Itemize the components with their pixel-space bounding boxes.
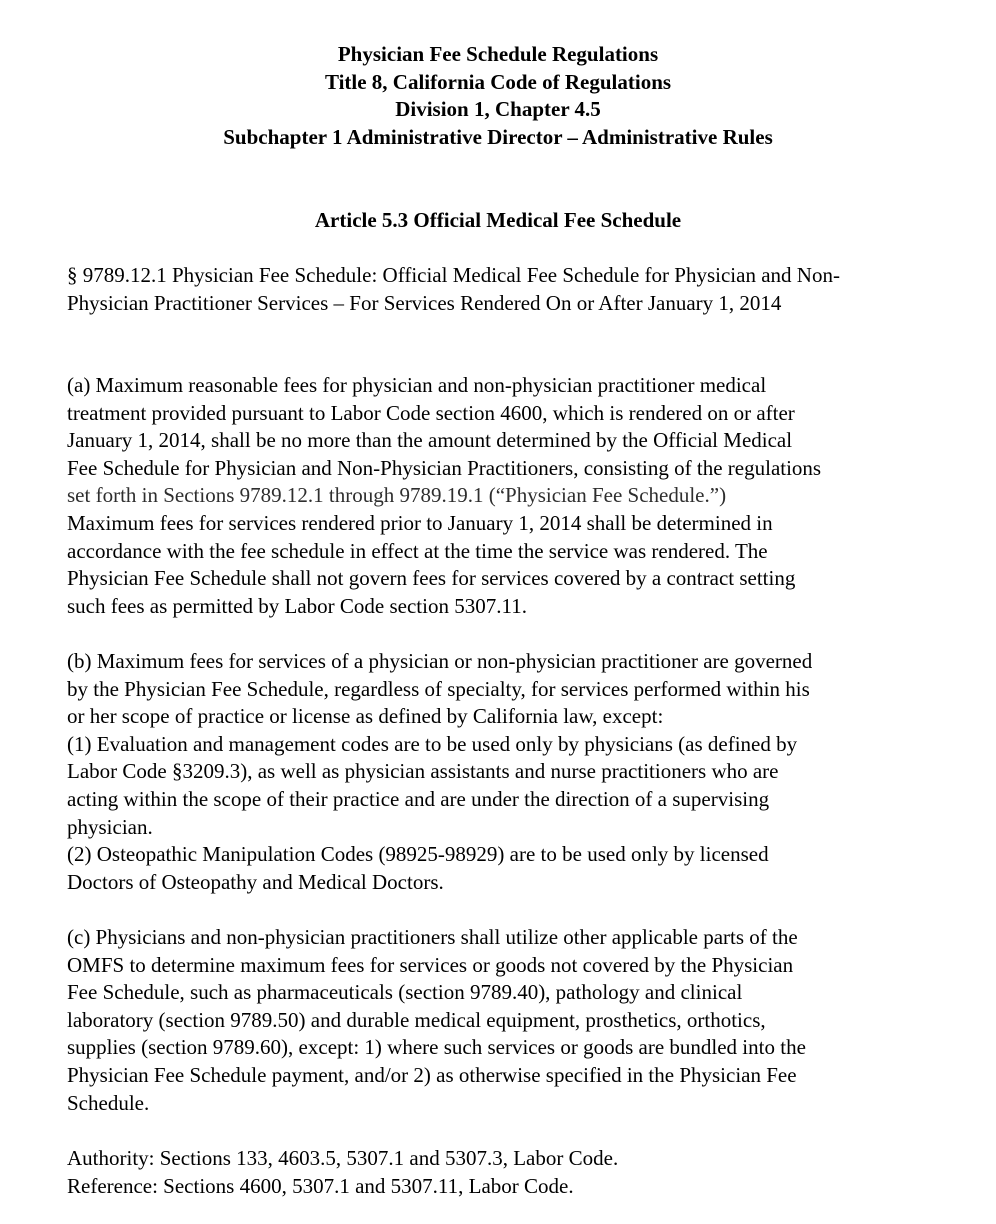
article-title: Article 5.3 Official Medical Fee Schedule bbox=[314, 208, 682, 232]
paragraph-b-line: Labor Code §3209.3), as well as physician assistants and nurse practitioners who are bbox=[67, 759, 779, 784]
paragraph-a-line: treatment provided pursuant to Labor Code section 4600, which is rendered on or after bbox=[67, 400, 795, 425]
header-title-8: Title 8, California Code of Regulations bbox=[324, 69, 672, 94]
reference-line: Reference: Sections 4600, 5307.1 and 5307.11, Labor Code. bbox=[67, 1173, 574, 1198]
paragraph-c-line: (c) Physicians and non-physician practitioners shall utilize other applicable parts of the bbox=[67, 925, 798, 949]
paragraph-a-line: Physician Fee Schedule shall not govern fees for services covered by a contract setting bbox=[67, 566, 796, 591]
paragraph-b-line: (2) Osteopathic Manipulation Codes (98925-98929) are to be used only by licensed bbox=[67, 842, 769, 867]
authority-line: Authority: Sections 133, 4603.5, 5307.1 and 5307.3, Labor Code. bbox=[67, 1146, 619, 1170]
paragraph-a-line: such fees as permitted by Labor Code section 5307.11. bbox=[67, 593, 527, 618]
paragraph-c-line: Physician Fee Schedule payment, and/or 2) as otherwise specified in the Physician Fee bbox=[67, 1062, 797, 1087]
paragraph-a-line: Fee Schedule for Physician and Non-Physician Practitioners, consisting of the regulations bbox=[67, 455, 822, 480]
paragraph-b bbox=[67, 648, 933, 896]
section-title: § 9789.12.1 Physician Fee Schedule: Official Medical Fee Schedule for Physician and Non-Physician Practitioner Services – For Services Rendered On or After January 1, 2014 bbox=[67, 263, 840, 315]
paragraph-b-line: physician. bbox=[67, 814, 153, 839]
paragraph-c bbox=[67, 924, 933, 1117]
document-header bbox=[0, 41, 996, 152]
header-subchapter: Subchapter 1 Administrative Director – Administrative Rules bbox=[223, 125, 773, 150]
paragraph-b-line: Doctors of Osteopathy and Medical Doctors. bbox=[67, 869, 444, 894]
paragraph-a-line: set forth in Sections 9789.12.1 through 9789.19.1 (“Physician Fee Schedule.”) bbox=[67, 483, 727, 508]
paragraph-c-line: laboratory (section 9789.50) and durable medical equipment, prosthetics, orthotics, bbox=[67, 1007, 766, 1032]
paragraph-a-line: Maximum fees for services rendered prior to January 1, 2014 shall be determined in bbox=[67, 510, 773, 535]
paragraph-c-line: supplies (section 9789.60), except: 1) where such services or goods are bundled into the bbox=[67, 1035, 806, 1060]
paragraph-b-line: acting within the scope of their practice and are under the direction of a supervising bbox=[67, 786, 770, 811]
paragraph-a-line: accordance with the fee schedule in effect at the time the service was rendered. The bbox=[67, 538, 768, 563]
paragraph-a bbox=[67, 372, 933, 620]
header-division: Division 1, Chapter 4.5 bbox=[395, 97, 601, 122]
paragraph-b-line: or her scope of practice or license as defined by California law, except: bbox=[67, 704, 664, 729]
paragraph-b-line: by the Physician Fee Schedule, regardless of specialty, for services performed within his bbox=[67, 676, 810, 701]
paragraph-a-line: January 1, 2014, shall be no more than the amount determined by the Official Medical bbox=[67, 428, 793, 453]
paragraph-a-line: (a) Maximum reasonable fees for physician and non-physician practitioner medical bbox=[67, 373, 767, 397]
paragraph-c-line: OMFS to determine maximum fees for services or goods not covered by the Physician bbox=[67, 952, 794, 977]
header-title: Physician Fee Schedule Regulations bbox=[337, 42, 659, 66]
citation-block bbox=[67, 1145, 933, 1200]
paragraph-c-line: Schedule. bbox=[67, 1090, 150, 1115]
paragraph-b-line: (1) Evaluation and management codes are to be used only by physicians (as defined by bbox=[67, 731, 798, 756]
paragraph-c-line: Fee Schedule, such as pharmaceuticals (section 9789.40), pathology and clinical bbox=[67, 980, 743, 1005]
paragraph-b-line: (b) Maximum fees for services of a physician or non-physician practitioner are governed bbox=[67, 649, 813, 673]
